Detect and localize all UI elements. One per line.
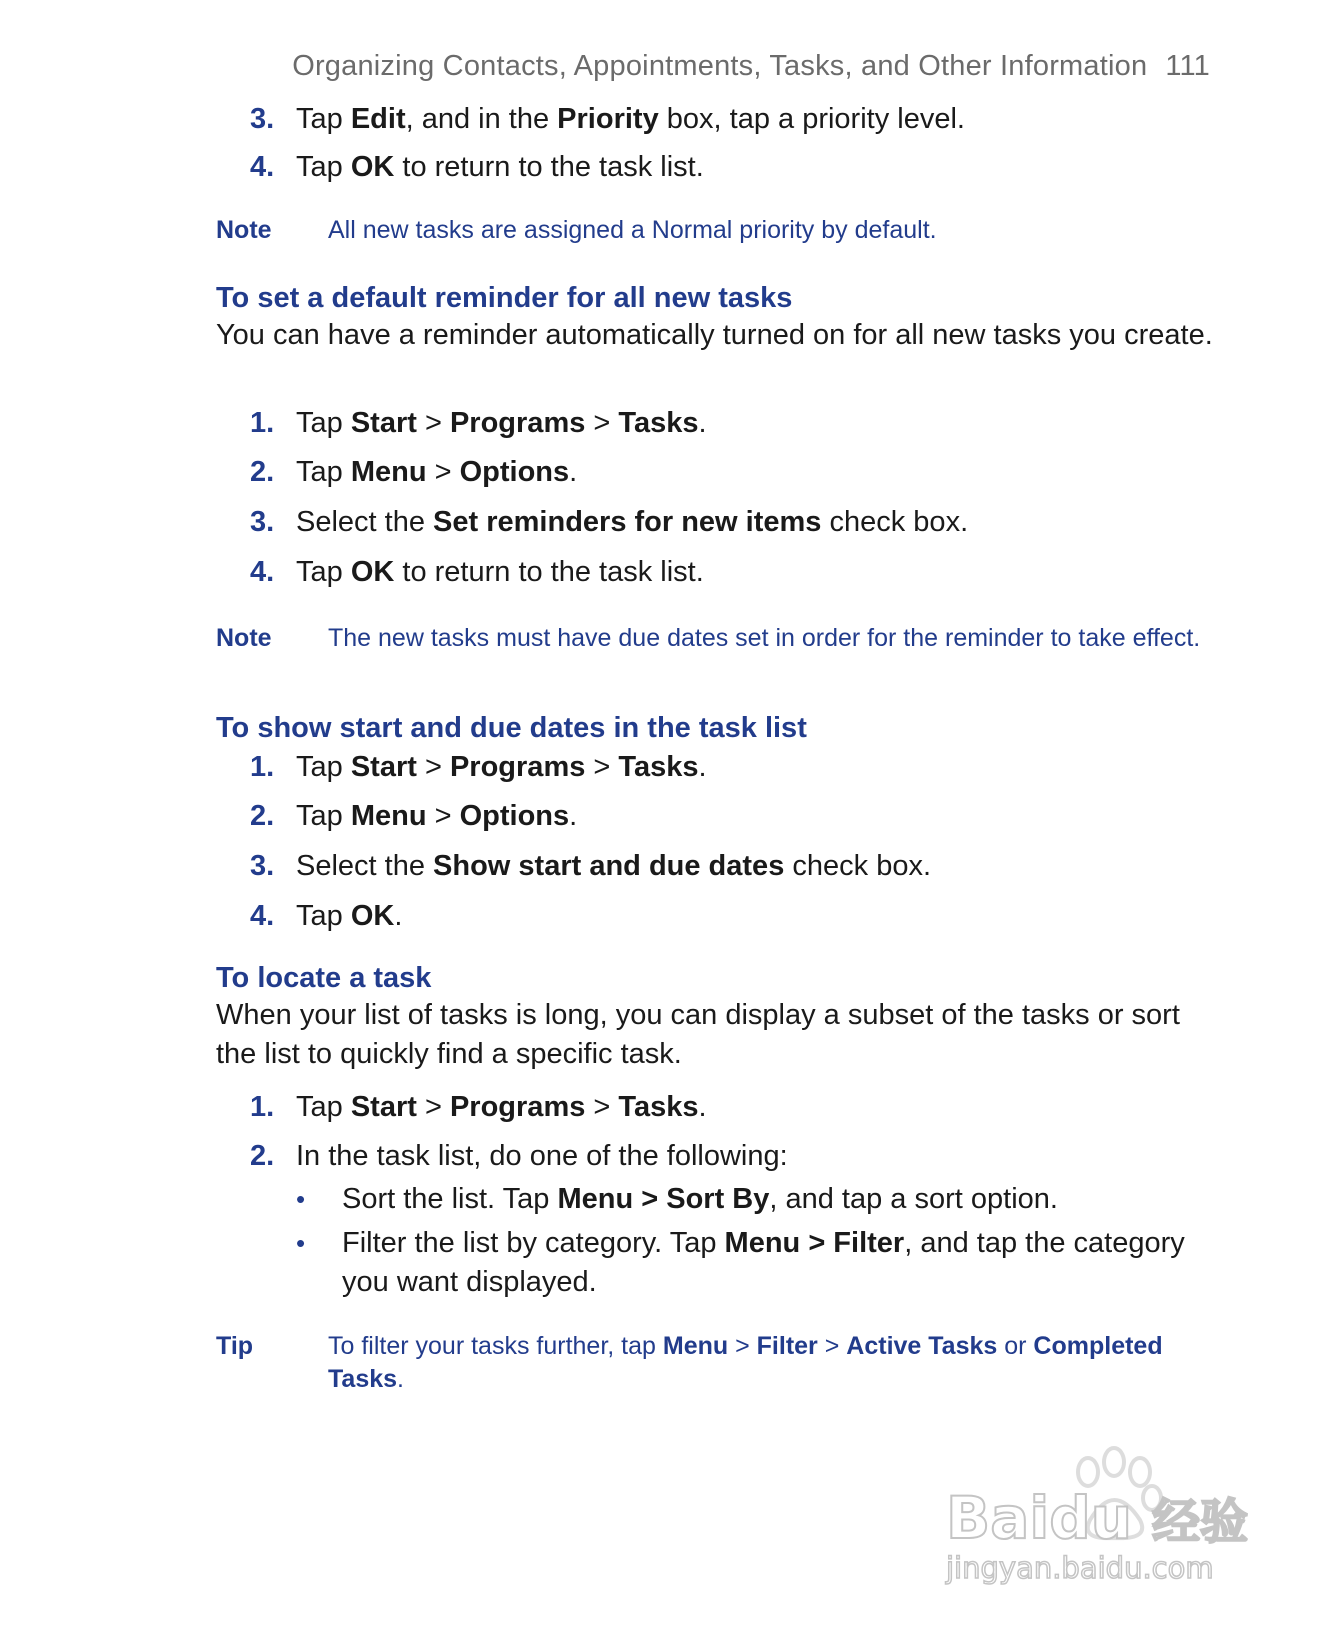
step-item: 2. Tap Menu > Options.	[250, 456, 578, 488]
step-item: 2. In the task list, do one of the following:	[250, 1140, 788, 1172]
bullet-icon: •	[296, 1184, 306, 1214]
step-item: 3. Select the Show start and due dates check box.	[250, 850, 932, 882]
bullet-icon: •	[296, 1228, 306, 1258]
page-number: 111	[1165, 50, 1210, 82]
baidu-watermark	[940, 1440, 1270, 1590]
step-item: 3. Select the Set reminders for new items check box.	[250, 506, 969, 538]
section-heading: To set a default reminder for all new tasks	[216, 282, 793, 314]
note-text: All new tasks are assigned a Normal priority by default.	[328, 216, 937, 244]
section-paragraph: When your list of tasks is long, you can display a subset of the tasks or sort the list to quickly find a specific task.	[216, 999, 1180, 1070]
step-item: 1. Tap Start > Programs > Tasks.	[250, 407, 707, 439]
running-header	[292, 50, 1210, 83]
step-item: 4. Tap OK to return to the task list.	[250, 556, 704, 588]
watermark-cn: 经验	[1152, 1494, 1249, 1550]
step-item: 4. Tap OK to return to the task list.	[250, 151, 704, 183]
watermark-url: jingyan.baidu.com	[946, 1551, 1214, 1585]
header-title: Organizing Contacts, Appointments, Tasks, and Other Information	[292, 50, 1148, 82]
step-item: 2. Tap Menu > Options.	[250, 800, 578, 832]
tip-label: Tip	[216, 1332, 254, 1360]
note-label: Note	[216, 216, 272, 244]
step-item: 1. Tap Start > Programs > Tasks.	[250, 1091, 707, 1123]
section-heading: To show start and due dates in the task list	[216, 712, 807, 744]
note-text: The new tasks must have due dates set in order for the reminder to take effect.	[328, 624, 1201, 652]
section-heading: To locate a task	[216, 962, 432, 994]
section-paragraph: You can have a reminder automatically turned on for all new tasks you create.	[216, 319, 1213, 351]
document-page: Organizing Contacts, Appointments, Tasks, and Other Information 111 3. Tap Edit, and in the Priority box, tap a priority level. 4. Tap OK to return to the task list. Note All new tasks are assigned a Normal priority by default. To set a default reminder for all new tasks You can have a reminder automatically turned on for all new tasks you create. 1. Tap Start > Programs > Tasks. 2. Tap Menu > Options. 3. Select the Set reminders for new items check box. 4. Tap OK to return to the task list. Note The new tasks must have due dates set in order for the reminder to take effect. To show start and due dates in the task list 1. Tap Start > Programs > Tasks. 2. Tap Menu > Options. 3. Select the Show start and due dates check box. 4. Tap OK. To locate a task When your list of tasks is long, you can display a subset of the tasks or sort the list to quickly find a specific task. 1. Tap Start > Programs > Tasks. 2. In the task list, do one of the following: • Sort the list. Tap Menu > Sort By, and tap a sort option. • Filter the list by category. Tap Menu > Filter, and tap the category you want displayed. Tip To filter your tasks further, tap Menu > Filter > Active Tasks or Completed Tasks. Baidu 经验 jingyan.baidu.com	[0, 0, 1338, 1644]
step-item: 4. Tap OK.	[250, 900, 403, 932]
step-item: 1. Tap Start > Programs > Tasks.	[250, 751, 707, 783]
step-item: 3. Tap Edit, and in the Priority box, tap a priority level.	[250, 103, 965, 135]
tip-text: To filter your tasks further, tap Menu > Filter > Active Tasks or Completed Tasks.	[328, 1332, 1163, 1393]
watermark-brand: Baidu	[946, 1484, 1133, 1552]
note-label: Note	[216, 624, 272, 652]
